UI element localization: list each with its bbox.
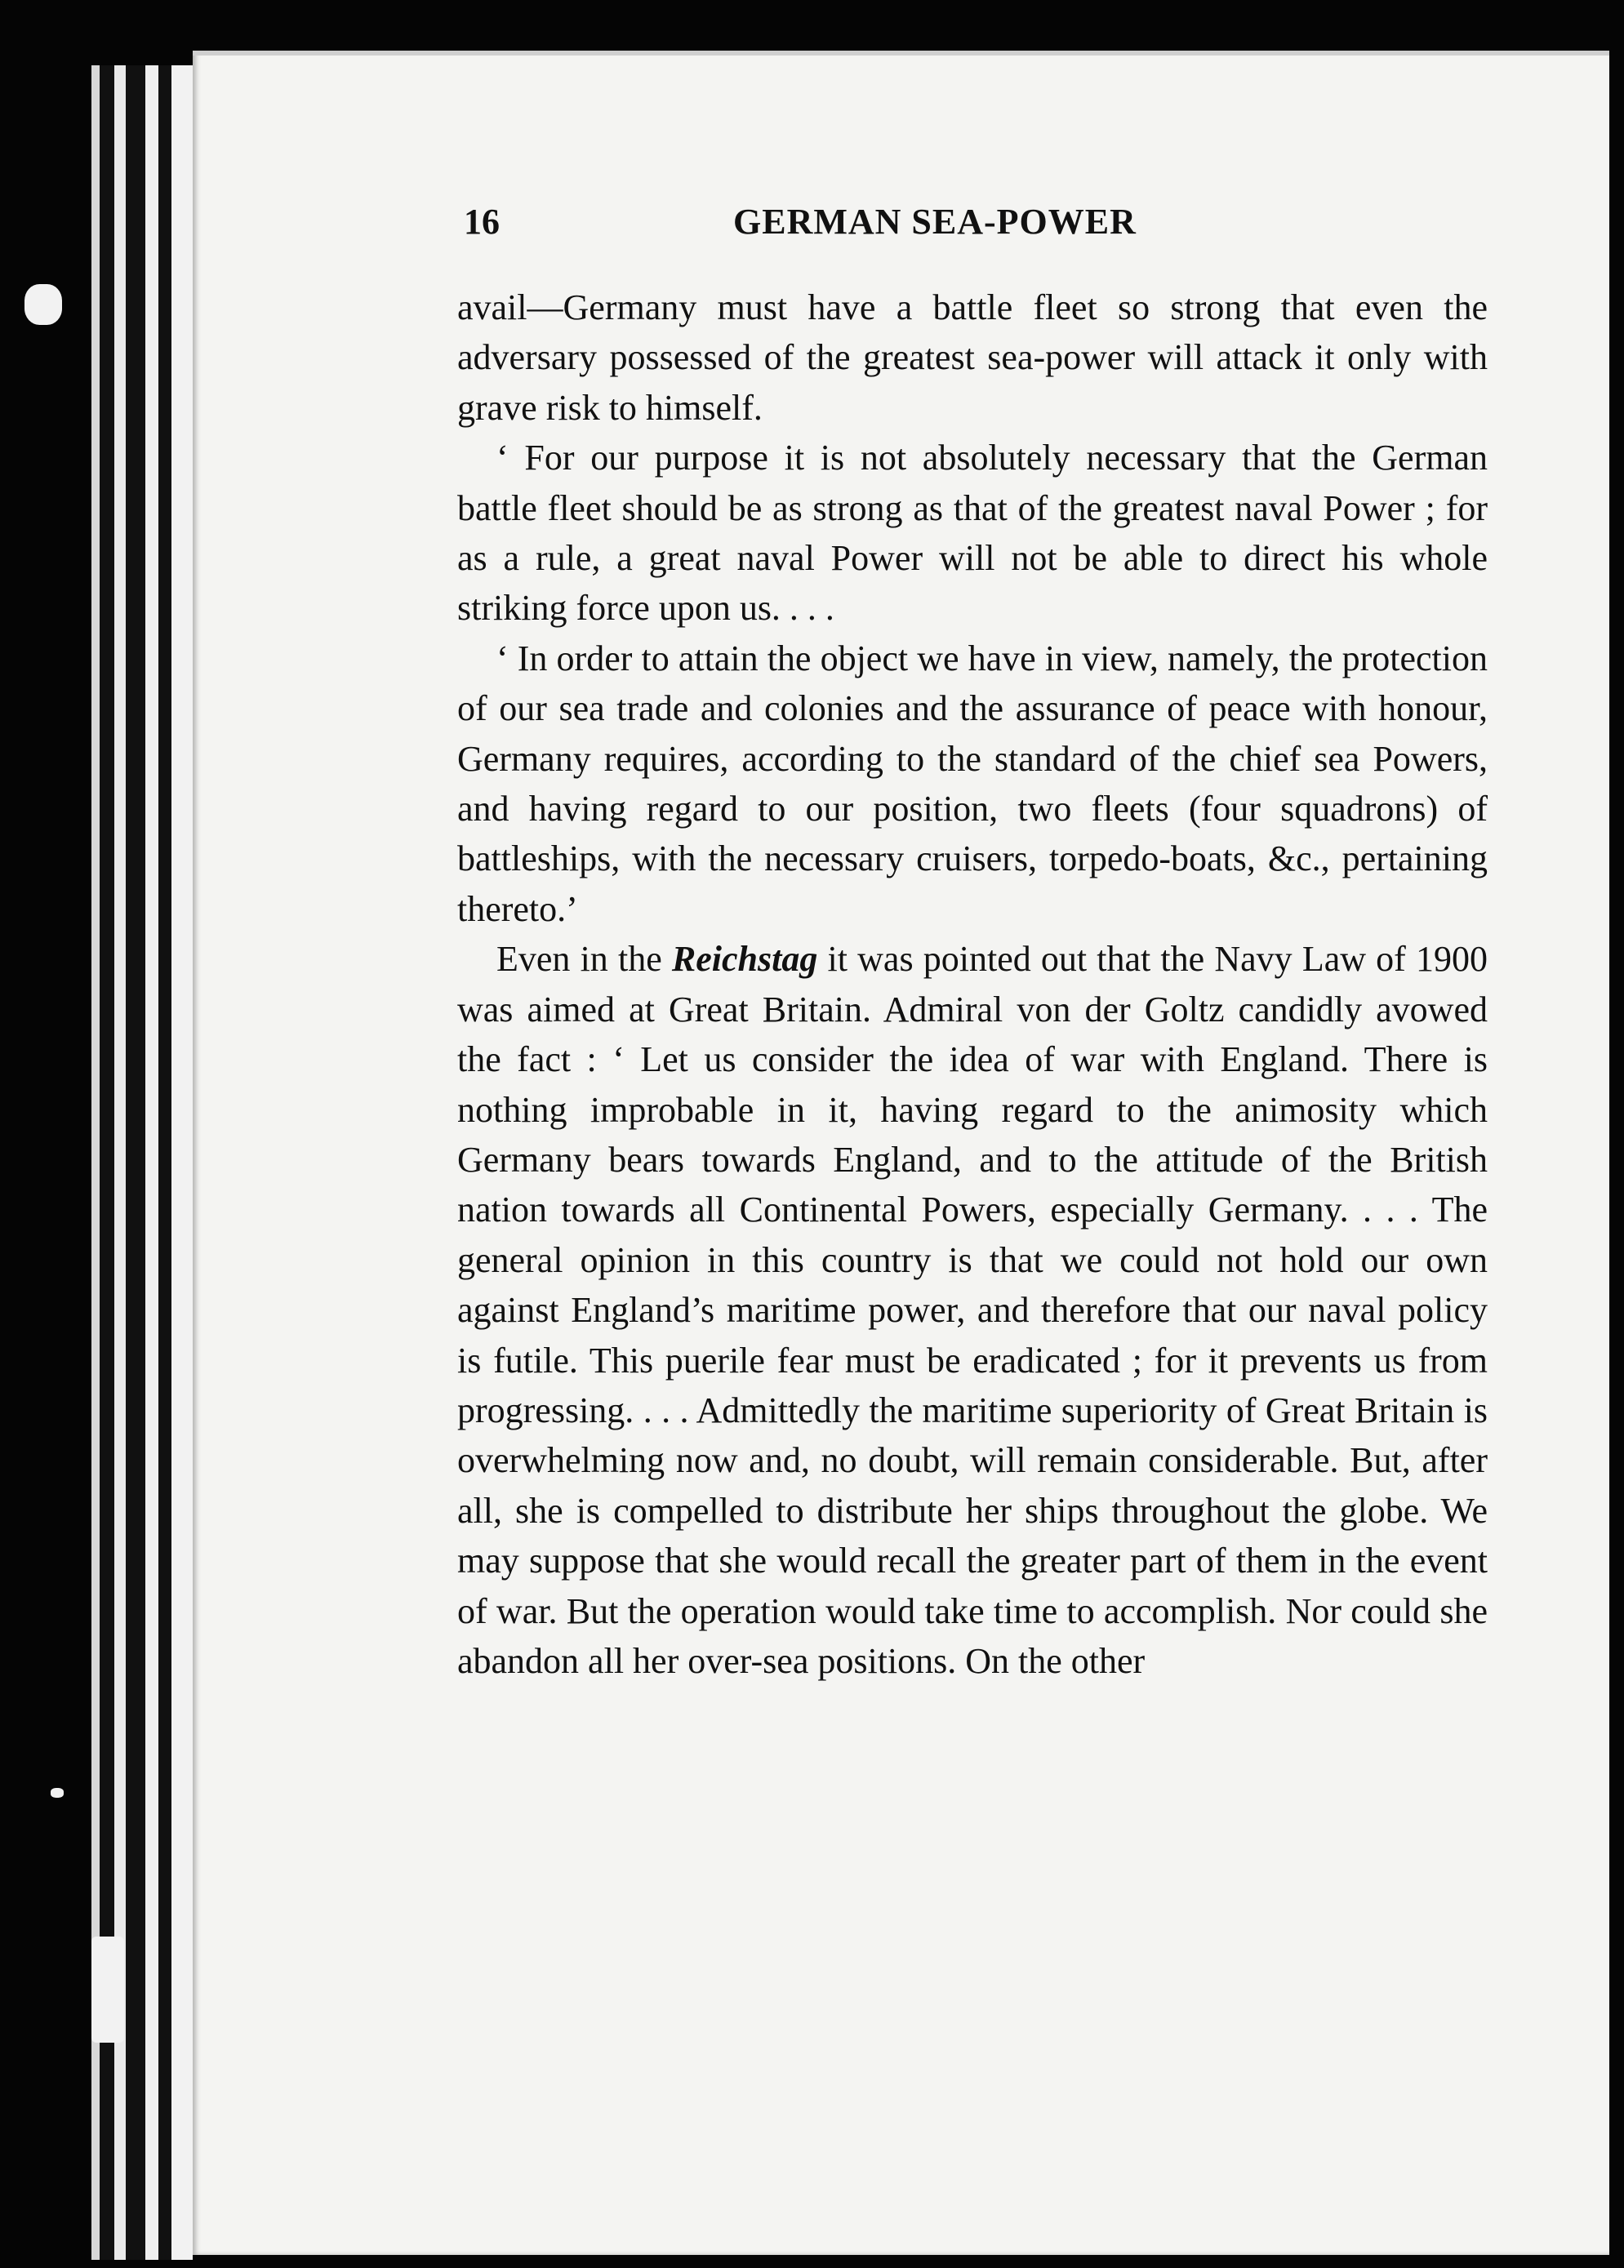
paragraph-text: Even in the [496, 939, 672, 980]
page-edge [145, 65, 158, 2260]
running-head: GERMAN SEA-POWER [733, 202, 1137, 242]
scan-speck [51, 1788, 64, 1798]
paragraph: ‘ For our purpose it is not absolutely necessary that the German battle fleet should be as strong as that of the greatest naval Power ; for as a rule, a great naval Power will not be able to direct his whole striking force upon us. . . . [457, 438, 1488, 629]
page-top-edge [193, 51, 1609, 56]
page-header [464, 201, 1484, 250]
paragraph: avail—Germany must have a battle fleet so strong that even the adversary possessed of the greatest sea-power will attack it only with grave risk to himself. [457, 287, 1488, 428]
binding-shadow [126, 65, 145, 2260]
paragraph [457, 934, 1488, 1686]
binding-shadow [158, 65, 171, 2260]
binding-shadow [100, 65, 114, 2260]
scan-speck [24, 284, 62, 325]
page-edge [114, 65, 126, 2260]
paragraph: ‘ In order to attain the object we have in view, namely, the protection of our sea trade and colonies and the assurance of peace with honour, Germany requires, according to the standard of the chief sea Powers, and having regard to our position, two fleets (four squadrons) of battleships, with the necessary cruisers, torpedo-boats, &c., pertaining thereto.’ [457, 638, 1488, 929]
page-number: 16 [464, 202, 500, 242]
scan-speck [91, 1937, 124, 2043]
page-edge [171, 65, 193, 2260]
page-edge [91, 65, 100, 2260]
paragraph-text: it was pointed out that the Navy Law of 1900 was aimed at Great Britain. Admiral von der Goltz candidly avowed the fact : ‘ Let us consider the idea of war with England. There is nothing improbable in it, having regard to the animosity which Germany bears towards England, and to the attitude of the British nation towards all Continental Powers, especially Germany. . . . The general opinion in this country is that we could not hold our own against England’s maritime power, and therefore that our naval policy is futile. This puerile fear must be eradicated ; for it prevents us from progressing. . . . Admittedly the maritime superiority of Great Britain is overwhelming now and, no doubt, will remain considerable. But, after all, she is compelled to distribute her ships throughout the globe. We may suppose that she would recall the greater part of them in the event of war. But the operation would take time to accomplish. Nor could she abandon all her over-sea positions. On the other [457, 939, 1488, 1681]
body-text [457, 282, 1488, 1686]
italic-term: Reichstag [671, 939, 818, 980]
